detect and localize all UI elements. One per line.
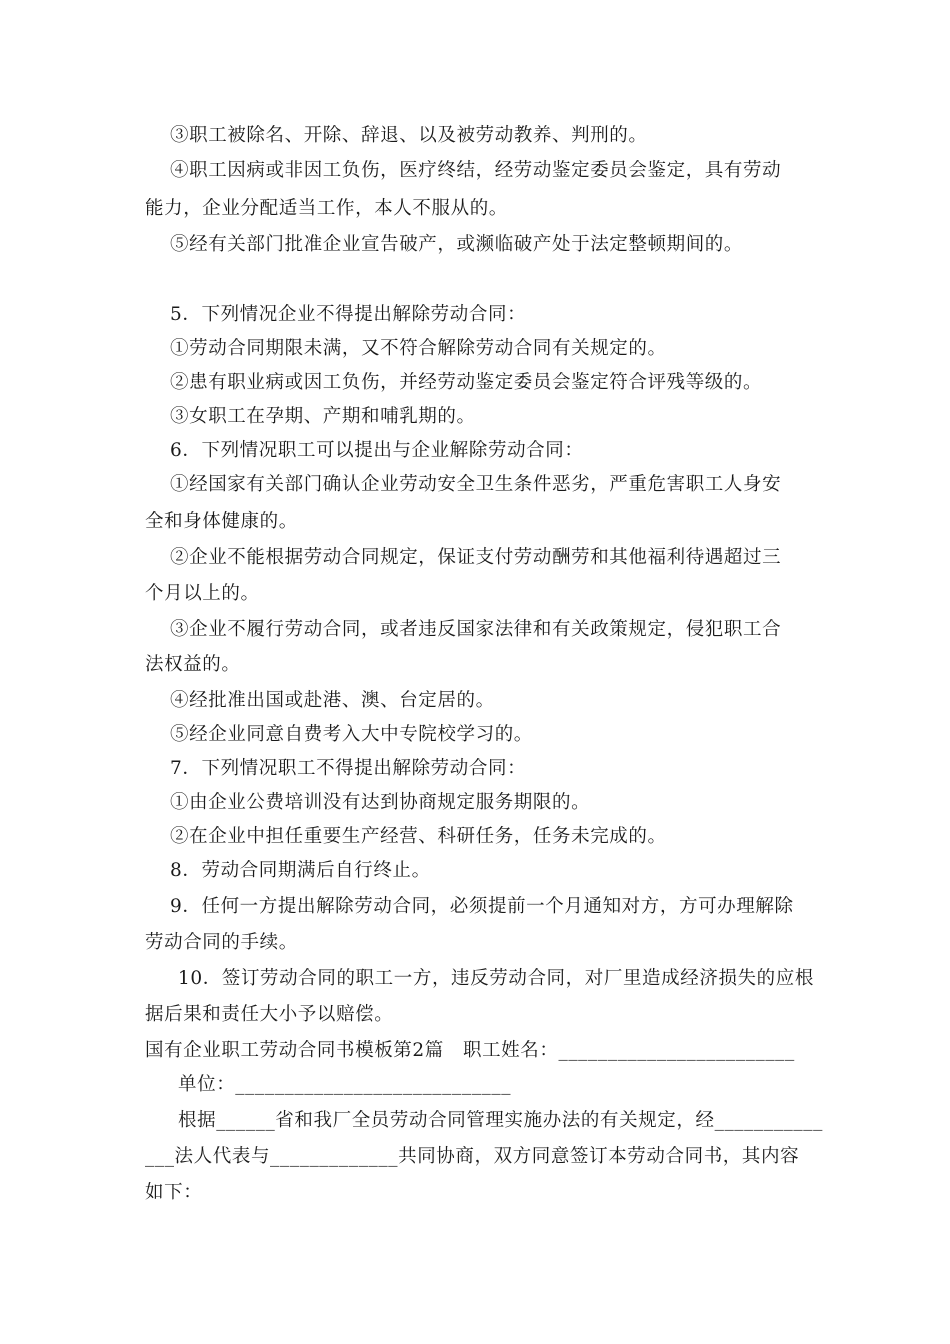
paragraph-line: 劳动合同的手续。 [145, 932, 298, 953]
paragraph-line: ⑤经企业同意自费考入大中专院校学习的。 [170, 724, 533, 745]
paragraph-line: ②在企业中担任重要生产经营、科研任务，任务未完成的。 [170, 826, 667, 847]
paragraph-line: 能力，企业分配适当工作，本人不服从的。 [145, 198, 508, 219]
unit-field-line: 单位：____________________________ [178, 1074, 512, 1095]
paragraph-line: 10．签订劳动合同的职工一方，违反劳动合同，对厂里造成经济损失的应根 [178, 968, 814, 989]
section-heading: 6．下列情况职工可以提出与企业解除劳动合同： [170, 440, 584, 461]
paragraph-line: ④经批准出国或赴港、澳、台定居的。 [170, 690, 495, 711]
paragraph-line: ③企业不履行劳动合同，或者违反国家法律和有关政策规定，侵犯职工合 [170, 619, 782, 640]
paragraph-line: ⑤经有关部门批准企业宣告破产，或濒临破产处于法定整顿期间的。 [170, 234, 744, 255]
paragraph-line: 据后果和责任大小予以赔偿。 [145, 1004, 394, 1025]
section-heading: 7．下列情况职工不得提出解除劳动合同： [170, 758, 527, 779]
document-title-line: 国有企业职工劳动合同书模板第2篇 职工姓名：________________________ [145, 1040, 795, 1061]
paragraph-line: 如下： [145, 1182, 203, 1203]
paragraph-line: 9．任何一方提出解除劳动合同，必须提前一个月通知对方，方可办理解除 [170, 896, 794, 917]
paragraph-line: ④职工因病或非因工负伤，医疗终结，经劳动鉴定委员会鉴定，具有劳动 [170, 160, 782, 181]
paragraph-line: ①劳动合同期限未满，又不符合解除劳动合同有关规定的。 [170, 338, 667, 359]
paragraph-line: 根据______省和我厂全员劳动合同管理实施办法的有关规定，经___________ [178, 1110, 823, 1131]
paragraph-line: ②企业不能根据劳动合同规定，保证支付劳动酬劳和其他福利待遇超过三 [170, 547, 782, 568]
paragraph-line: ③女职工在孕期、产期和哺乳期的。 [170, 406, 476, 427]
paragraph-line: ①经国家有关部门确认企业劳动安全卫生条件恶劣，严重危害职工人身安 [170, 474, 782, 495]
paragraph-line: ___法人代表与_____________共同协商，双方同意签订本劳动合同书，其内容 [145, 1146, 800, 1167]
paragraph-line: ③职工被除名、开除、辞退、以及被劳动教养、判刑的。 [170, 125, 648, 146]
paragraph-line: 个月以上的。 [145, 583, 260, 604]
paragraph-line: 全和身体健康的。 [145, 511, 298, 532]
section-heading: 8．劳动合同期满后自行终止。 [170, 860, 431, 881]
paragraph-line: ①由企业公费培训没有达到协商规定服务期限的。 [170, 792, 591, 813]
paragraph-line: ②患有职业病或因工负伤，并经劳动鉴定委员会鉴定符合评残等级的。 [170, 372, 763, 393]
paragraph-line: 法权益的。 [145, 654, 241, 675]
section-heading: 5．下列情况企业不得提出解除劳动合同： [170, 304, 527, 325]
